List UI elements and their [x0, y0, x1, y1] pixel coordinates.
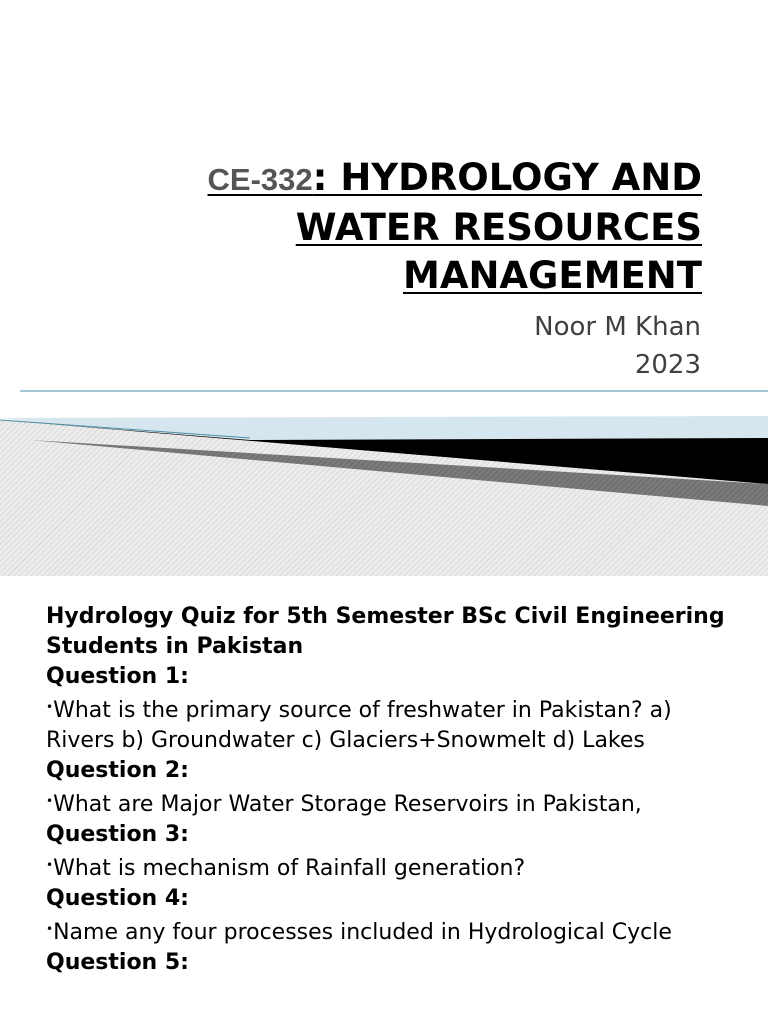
question-label-2: Question 2: [46, 758, 189, 783]
question-label-3: Question 3: [46, 822, 189, 847]
bullet-icon: • [46, 700, 54, 714]
question-text-2: •What are Major Water Storage Reservoirs in Pakistan, [46, 792, 642, 817]
quiz-content [46, 602, 736, 978]
question-label-4: Question 4: [46, 886, 189, 911]
slide-subtitle [534, 308, 701, 384]
question-text-4: •Name any four processes included in Hydrological Cycle [46, 920, 672, 945]
title-line-2: WATER RESOURCES [295, 206, 702, 249]
year: 2023 [634, 350, 701, 380]
bullet-icon: • [46, 858, 54, 872]
question-label-5: Question 5: [46, 950, 189, 975]
title-line-3: MANAGEMENT [403, 254, 702, 297]
question-text-1: •What is the primary source of freshwater in Pakistan? a) Rivers b) Groundwater c) Glaciers+Snowmelt d) Lakes [46, 698, 672, 753]
quiz-heading: Hydrology Quiz for 5th Semester BSc Civil Engineering Students in Pakistan [46, 604, 725, 659]
question-label-1: Question 1: [46, 664, 189, 689]
title-line-1: : HYDROLOGY AND [312, 156, 702, 199]
slide-title [82, 154, 702, 300]
decorative-wave-band [0, 380, 768, 576]
bullet-icon: • [46, 794, 54, 808]
course-code: CE-332 [207, 162, 313, 197]
author-name: Noor M Khan [534, 312, 701, 342]
bullet-icon: • [46, 922, 54, 936]
question-text-3: •What is mechanism of Rainfall generation? [46, 856, 526, 881]
